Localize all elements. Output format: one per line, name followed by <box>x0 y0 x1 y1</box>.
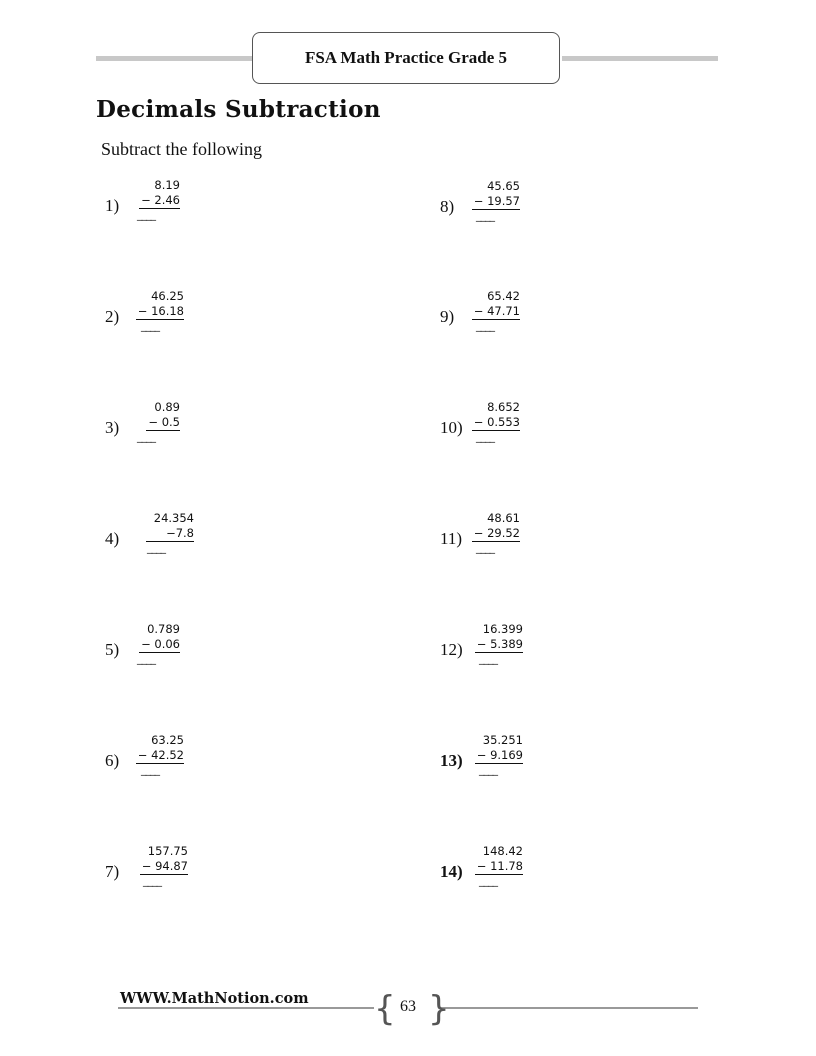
subtrahend: − 29.52 <box>473 526 520 540</box>
answer-blank: ____ <box>476 541 494 554</box>
problem-number: 12) <box>440 640 463 659</box>
answer-blank: ____ <box>479 652 497 665</box>
minuend: 157.75 <box>147 844 188 858</box>
subtrahend: − 0.5 <box>148 415 180 429</box>
minuend: 0.89 <box>154 400 180 414</box>
page-title: Decimals Subtraction <box>96 96 381 123</box>
answer-blank: ____ <box>141 763 159 776</box>
subtrahend: − 2.46 <box>141 193 180 207</box>
answer-blank: ____ <box>476 319 494 332</box>
problem-11 <box>440 511 520 581</box>
problem-4 <box>105 511 194 581</box>
footer-website: WWW.MathNotion.com <box>120 990 309 1007</box>
minuend: 46.25 <box>151 289 184 303</box>
header-rule-right <box>562 56 718 61</box>
problem-10 <box>440 400 520 470</box>
minuend: 65.42 <box>487 289 520 303</box>
minuend: 148.42 <box>482 844 523 858</box>
problem-9 <box>440 289 520 359</box>
problem-number: 13) <box>440 751 463 770</box>
problem-14 <box>440 844 523 914</box>
minuend: 16.399 <box>482 622 523 636</box>
subtrahend: − 47.71 <box>473 304 520 318</box>
minuend: 45.65 <box>487 179 520 193</box>
problem-number: 11) <box>440 529 463 548</box>
problem-number: 8) <box>440 197 455 216</box>
answer-blank: ____ <box>141 319 159 332</box>
problem-7 <box>105 844 188 914</box>
answer-blank: ____ <box>479 874 497 887</box>
subtrahend: − 16.18 <box>137 304 184 318</box>
problem-5 <box>105 622 180 692</box>
minuend: 8.652 <box>487 400 520 414</box>
problem-number: 5) <box>105 640 120 659</box>
left-brace-icon: { <box>374 989 396 1029</box>
problem-number: 6) <box>105 751 120 770</box>
minuend: 8.19 <box>154 178 180 192</box>
problem-13 <box>440 733 523 803</box>
instruction-text: Subtract the following <box>101 139 262 159</box>
answer-blank: ____ <box>137 208 155 221</box>
problem-number: 10) <box>440 418 463 437</box>
problem-number: 4) <box>105 529 120 548</box>
subtrahend: − 0.553 <box>473 415 520 429</box>
problem-number: 9) <box>440 307 455 326</box>
minuend: 48.61 <box>487 511 520 525</box>
footer-rule-right <box>440 1007 698 1009</box>
header-title: FSA Math Practice Grade 5 <box>252 32 560 84</box>
problem-number: 3) <box>105 418 120 437</box>
subtrahend: − 19.57 <box>473 194 520 208</box>
subtrahend: − 0.06 <box>141 637 180 651</box>
header-rule-left <box>96 56 252 61</box>
problem-3 <box>105 400 180 470</box>
problem-8 <box>440 179 520 249</box>
answer-blank: ____ <box>143 874 161 887</box>
page-number: 63 <box>400 998 416 1015</box>
answer-blank: ____ <box>479 763 497 776</box>
minuend: 24.354 <box>153 511 194 525</box>
problem-number: 2) <box>105 307 120 326</box>
problem-6 <box>105 733 184 803</box>
answer-blank: ____ <box>476 209 494 222</box>
problem-1 <box>105 178 180 248</box>
problem-number: 7) <box>105 862 120 881</box>
footer-rule-left <box>118 1007 374 1009</box>
answer-blank: ____ <box>147 541 165 554</box>
right-brace-icon: } <box>428 989 450 1029</box>
problem-2 <box>105 289 184 359</box>
subtrahend: − 11.78 <box>476 859 523 873</box>
problem-number: 1) <box>105 196 120 215</box>
problem-number: 14) <box>440 862 463 881</box>
subtrahend: − 5.389 <box>476 637 523 651</box>
answer-blank: ____ <box>137 652 155 665</box>
answer-blank: ____ <box>476 430 494 443</box>
minuend: 63.25 <box>151 733 184 747</box>
problem-12 <box>440 622 523 692</box>
minuend: 0.789 <box>147 622 180 636</box>
subtrahend: − 94.87 <box>141 859 188 873</box>
answer-blank: ____ <box>137 430 155 443</box>
subtrahend: − 42.52 <box>137 748 184 762</box>
subtrahend: −7.8 <box>146 526 194 542</box>
minuend: 35.251 <box>482 733 523 747</box>
subtrahend: − 9.169 <box>476 748 523 762</box>
